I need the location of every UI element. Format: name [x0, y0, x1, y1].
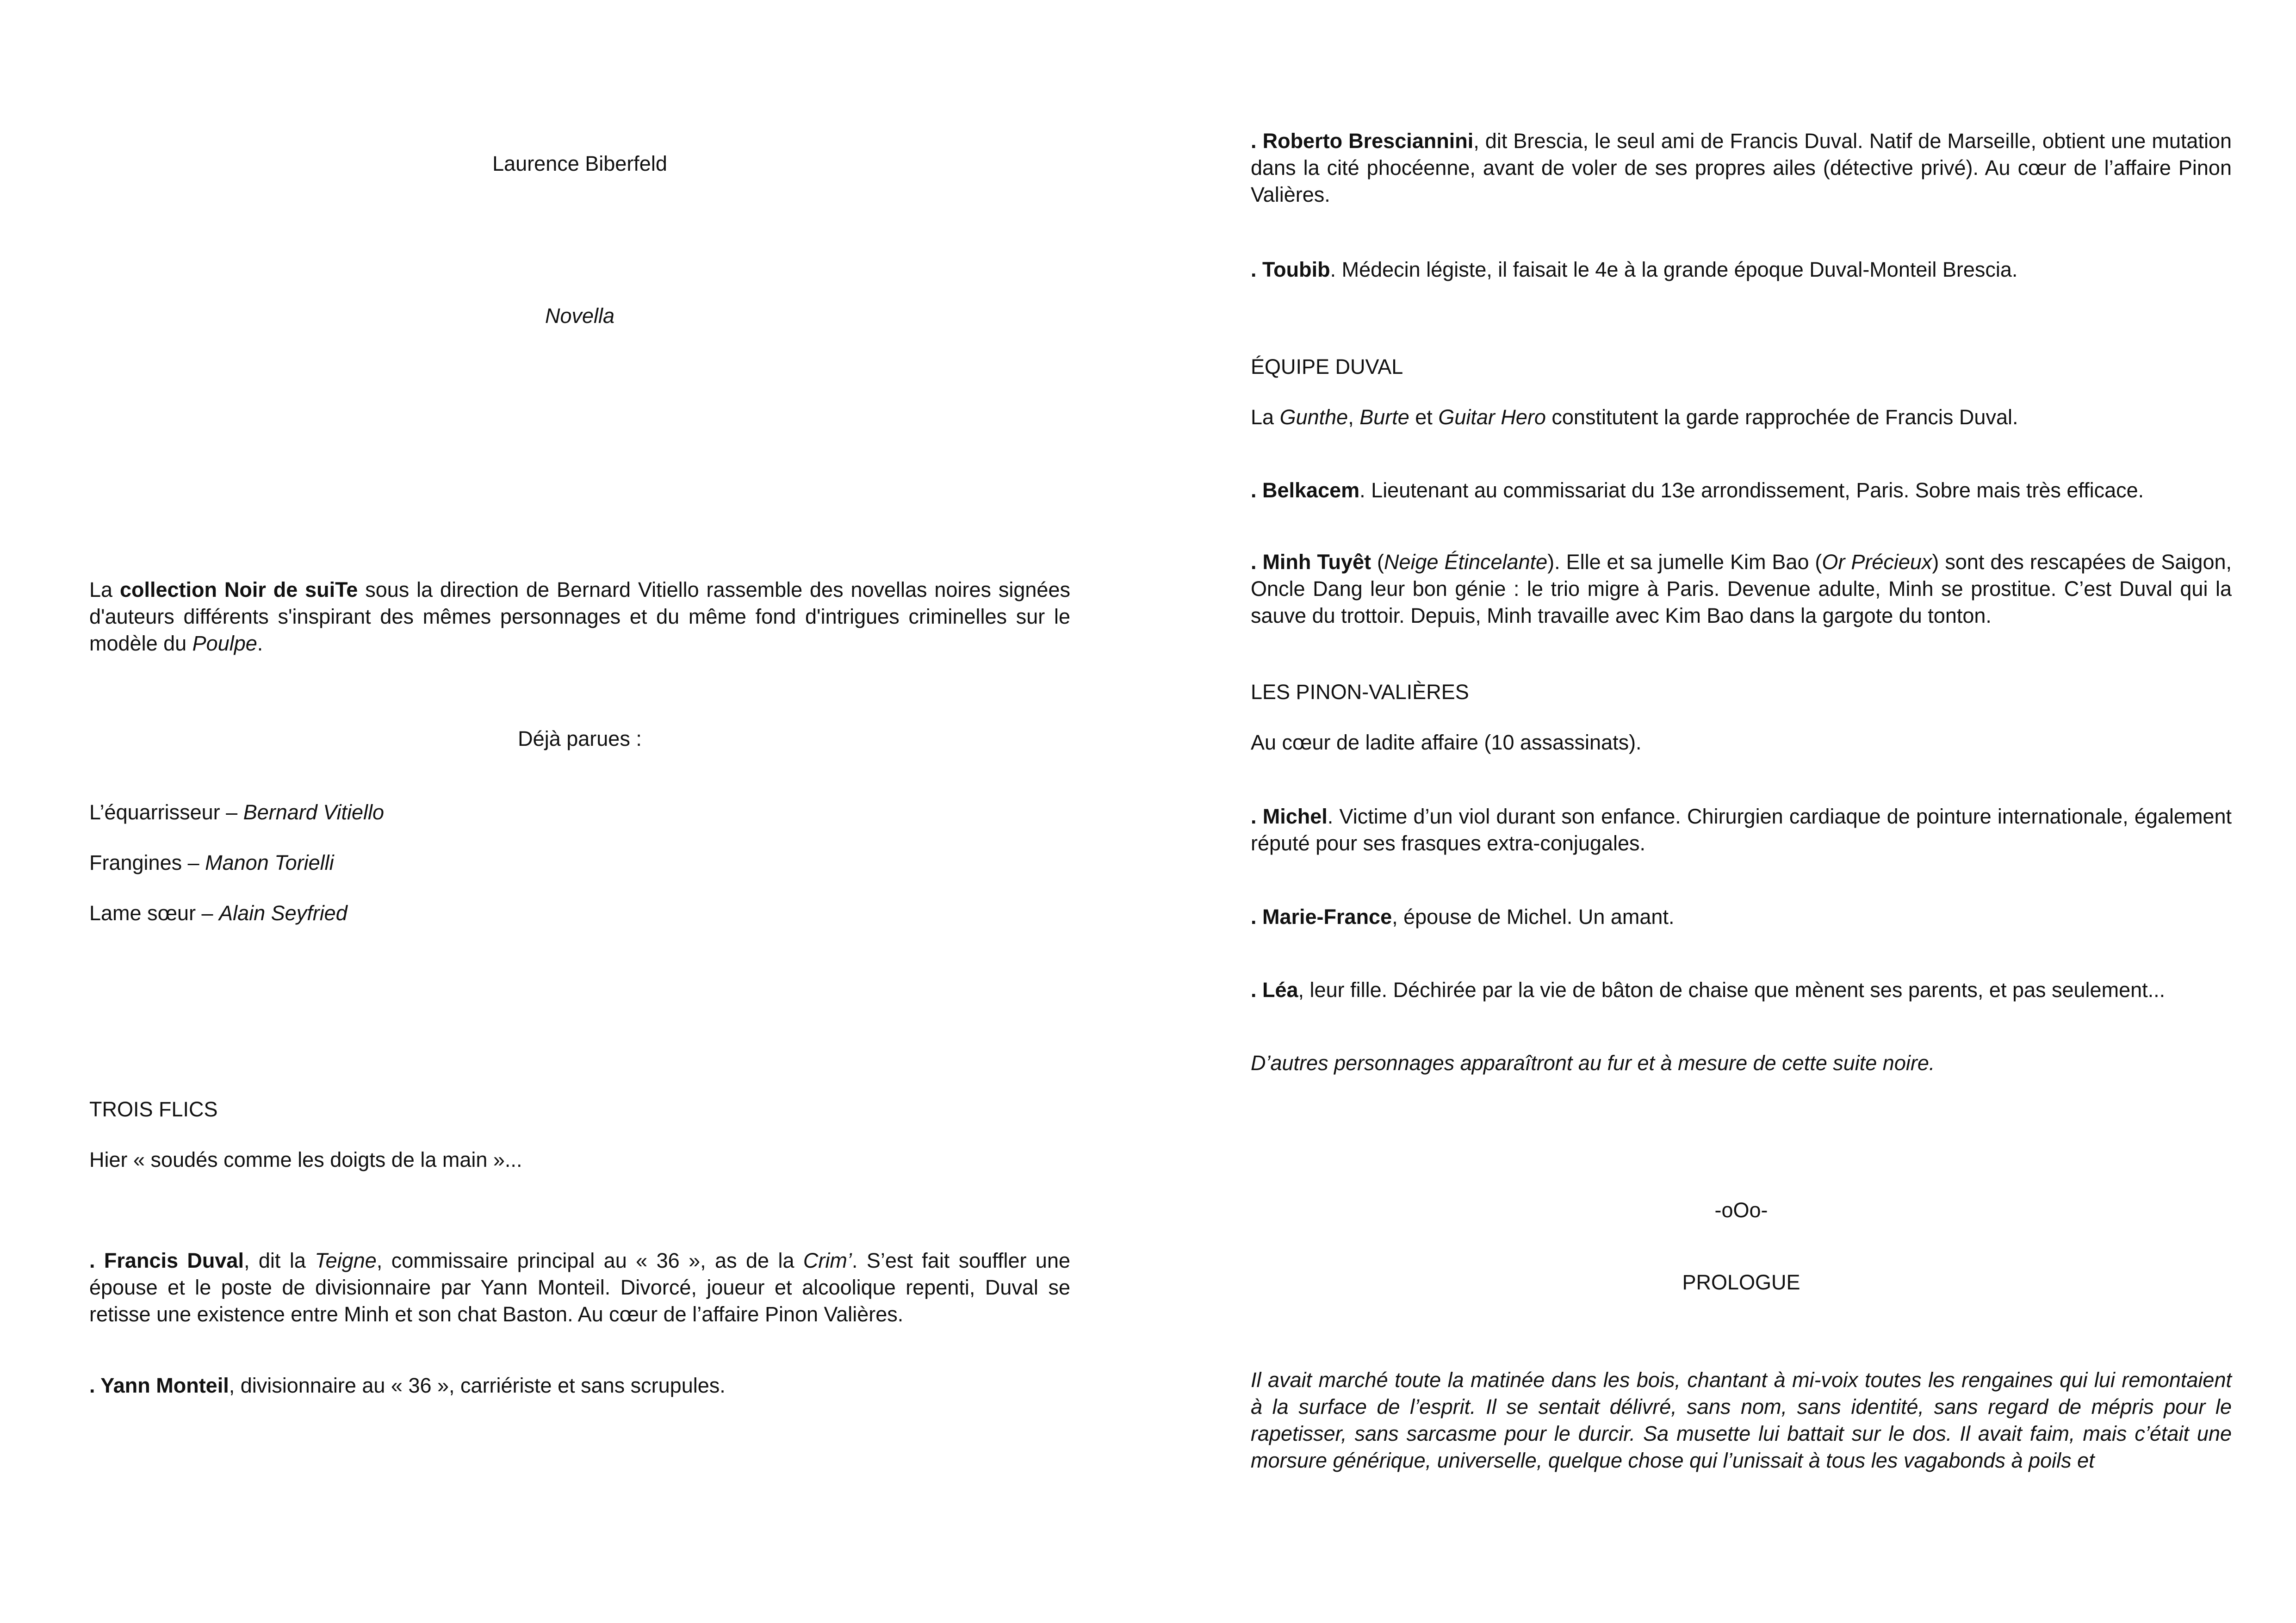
character-minh	[1251, 549, 2232, 629]
character-text: . Médecin légiste, il faisait le 4e à la grande époque Duval-Monteil Brescia.	[1330, 258, 2018, 281]
already-published-heading: Déjà parues :	[518, 727, 642, 750]
character-text: . Victime d’un viol durant son enfance. Chirurgien cardiaque de pointure internationale, également réputé pour ses frasques extra-conjugales.	[1251, 805, 2232, 855]
separator: -oOo-	[1714, 1198, 1768, 1222]
equipe-member: Gunthe	[1279, 405, 1348, 429]
section-heading-equipe-duval: ÉQUIPE DUVAL	[1251, 355, 1403, 378]
genre-label	[89, 303, 1070, 329]
book-title: L’équarrisseur –	[89, 800, 243, 824]
section-heading-trois-flics: TROIS FLICS	[89, 1097, 218, 1121]
character-name: . Yann Monteil	[89, 1374, 229, 1397]
character-michel	[1251, 803, 2232, 857]
character-name: . Marie-France	[1251, 905, 1392, 929]
equipe-text: ,	[1348, 405, 1360, 429]
character-name: . Roberto Bresciannini	[1251, 129, 1474, 153]
character-text: , épouse de Michel. Un amant.	[1392, 905, 1675, 929]
equipe-member: Burte	[1359, 405, 1409, 429]
equipe-description	[1251, 404, 2232, 431]
collection-end: .	[257, 632, 263, 655]
right-page	[1251, 0, 2232, 1623]
prologue-body: Il avait marché toute la matinée dans les bois, chantant à mi-voix toutes les rengaines qui lui remontaient à la surface de l’esprit. Il se sentait délivré, sans nom, sans identité, sans regard de mépris pour le rapetisser, sans sarcasme pour le durcir. Sa musette lui battait sur le dos. Il avait faim, mais c’était une morsure générique, universelle, quelque chose qui l’unissait à tous les vagabonds à poils et	[1251, 1368, 2232, 1472]
left-page	[89, 0, 1070, 1623]
book-author: Manon Torielli	[205, 851, 334, 874]
book-list-item	[89, 900, 1070, 927]
book-title: Frangines –	[89, 851, 205, 874]
character-text: ) sont des rescapées de Saigon, Oncle Dang leur bon génie : le trio migre à Paris. Devenue adulte, Minh se prostitue. C’est Duval qui la sauve du trottoir. Depuis, Minh travaille avec Kim Bao dans la gargote du tonton.	[1251, 550, 2232, 627]
equipe-text: La	[1251, 405, 1280, 429]
book-list-item	[89, 799, 1070, 826]
collection-name: collection Noir de suiTe	[119, 578, 358, 601]
genre-text: Novella	[545, 304, 615, 328]
author-name: Laurence Biberfeld	[492, 152, 667, 175]
character-text: , dit la	[243, 1249, 315, 1272]
character-lea	[1251, 977, 2232, 1004]
character-text: , leur fille. Déchirée par la vie de bâton de chaise que mènent ses parents, et pas seulement...	[1298, 978, 2166, 1002]
character-belkacem	[1251, 477, 2232, 504]
character-text: . S’est fait souffler une épouse et le poste de divisionnaire par Yann Monteil. Divorcé, joueur et alcoolique repenti, Duval se retisse une existence entre Minh et son chat Baston. Au cœur de l’affaire Pinon Valières.	[89, 1249, 1071, 1326]
book-author: Alain Seyfried	[219, 901, 348, 925]
others-note-text: D’autres personnages apparaîtront au fur et à mesure de cette suite noire.	[1251, 1051, 1935, 1075]
character-text: , commissaire principal au « 36 », as de la	[376, 1249, 803, 1272]
collection-model: Poulpe	[192, 632, 257, 655]
collection-description: sous la direction de Bernard Vitiello rassemble des novellas noires signées d'auteurs différents s'inspirant des mêmes personnages et du même fond d'intrigues criminelles sur le modèle du	[89, 578, 1070, 655]
character-name: . Belkacem	[1251, 478, 1360, 502]
character-text: . Lieutenant au commissariat du 13e arrondissement, Paris. Sobre mais très efficace.	[1359, 478, 2144, 502]
character-duval	[89, 1247, 1070, 1328]
prologue-heading: PROLOGUE	[1682, 1270, 1800, 1294]
prologue-text	[1251, 1367, 2232, 1474]
book-title: Lame sœur –	[89, 901, 219, 925]
character-name: . Toubib	[1251, 258, 1330, 281]
character-nickname: Teigne	[315, 1249, 377, 1272]
others-note	[1251, 1050, 2232, 1077]
collection-pre: La	[89, 578, 120, 601]
equipe-text: et	[1409, 405, 1439, 429]
equipe-member: Guitar Hero	[1438, 405, 1546, 429]
character-text: ). Elle et sa jumelle Kim Bao (	[1547, 550, 1822, 574]
character-text: (	[1371, 550, 1384, 574]
character-name: . Minh Tuyêt	[1251, 550, 1371, 574]
book-author: Bernard Vitiello	[243, 800, 385, 824]
character-name: . Léa	[1251, 978, 1298, 1002]
equipe-text: constitutent la garde rapprochée de Francis Duval.	[1545, 405, 2018, 429]
character-toubib	[1251, 256, 2232, 283]
character-marie-france	[1251, 904, 2232, 930]
character-alias: Neige Étincelante	[1384, 550, 1548, 574]
collection-paragraph	[89, 576, 1070, 657]
character-monteil	[89, 1372, 1070, 1399]
section-intro: Hier « soudés comme les doigts de la main »...	[89, 1148, 522, 1171]
character-alias: Or Précieux	[1822, 550, 1932, 574]
crim-label: Crim’	[803, 1249, 852, 1272]
book-list-item	[89, 849, 1070, 876]
section-heading-pinon-valieres: LES PINON-VALIÈRES	[1251, 680, 1469, 704]
character-name: . Michel	[1251, 805, 1328, 828]
character-name: . Francis Duval	[89, 1249, 244, 1272]
character-text: , divisionnaire au « 36 », carriériste et sans scrupules.	[229, 1374, 726, 1397]
character-text: , dit Brescia, le seul ami de Francis Duval. Natif de Marseille, obtient une mutation dans la cité phocéenne, avant de voler de ses propres ailes (détective privé). Au cœur de l’affaire Pinon Valières.	[1251, 129, 2232, 206]
pinon-intro: Au cœur de ladite affaire (10 assassinats).	[1251, 731, 1642, 754]
character-brescia	[1251, 128, 2232, 208]
